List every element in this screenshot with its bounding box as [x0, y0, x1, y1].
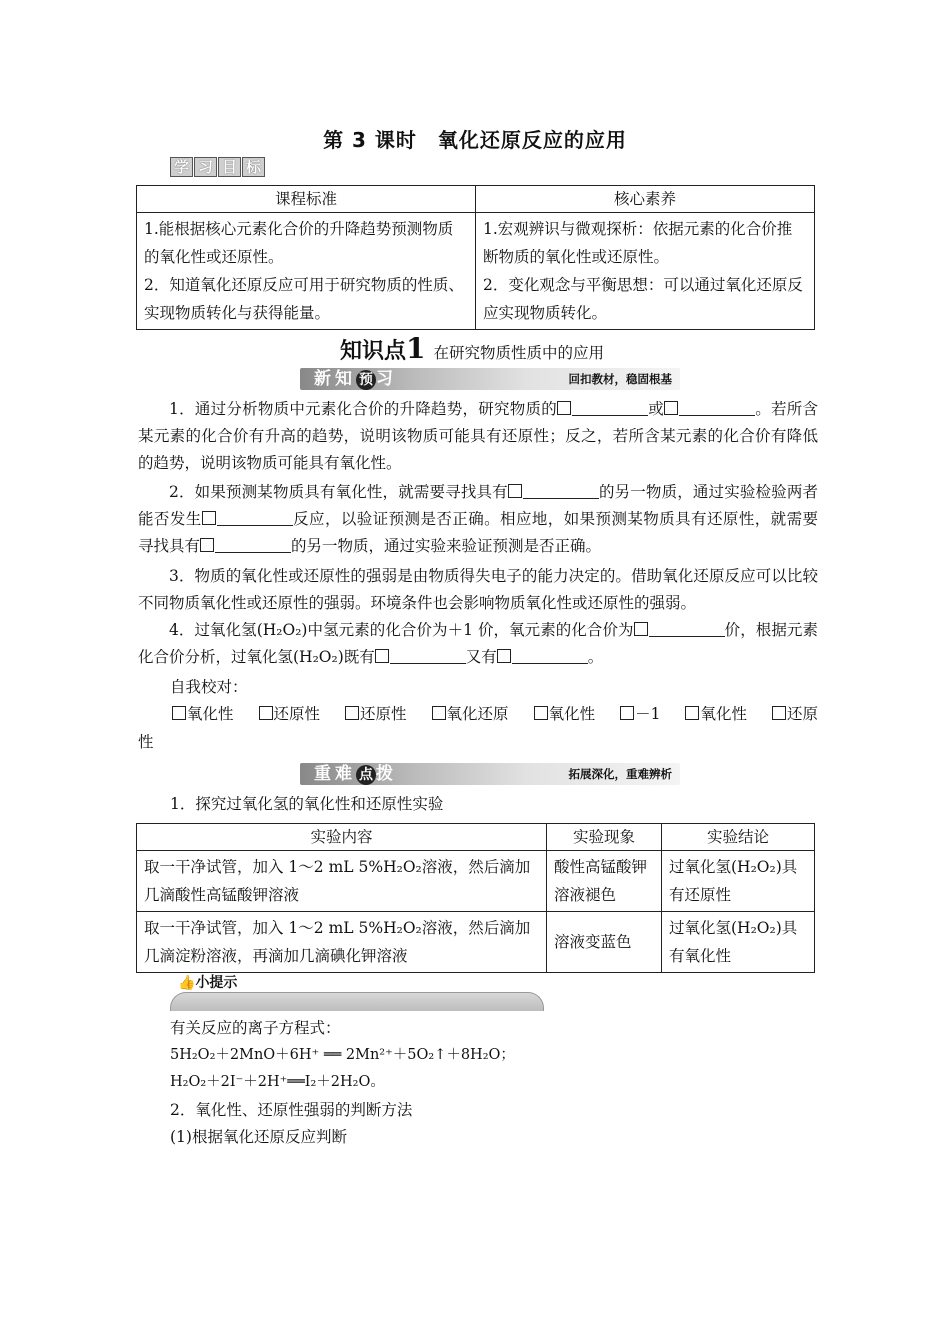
- answer-item: －1: [620, 701, 660, 728]
- equation-2: H₂O₂＋2I⁻＋2H⁺══I₂＋2H₂O。: [170, 1074, 385, 1090]
- table-row: 取一干净试管，加入 1～2 mL 5%H₂O₂溶液，然后滴加几滴酸性高锰酸钾溶液 酸性高锰酸钾溶液褪色 过氧化氢(H₂O₂)具有还原性: [137, 851, 815, 912]
- preview-paragraph-4: 4．过氧化氢(H₂O₂)中氢元素的化合价为＋1 价，氧元素的化合价为 价，根据元素化合价分析，过氧化氢(H₂O₂)既有 又有 。: [138, 621, 818, 666]
- fill-blank: [215, 536, 291, 553]
- key-points-banner: 重难 点 拨 拓展深化，重难辨析: [300, 763, 680, 785]
- fill-blank: [217, 509, 293, 526]
- goals-header-standard: 课程标准: [137, 186, 476, 213]
- answer-box: [202, 511, 216, 525]
- answer-box: [664, 401, 678, 415]
- goals-header-literacy: 核心素养: [476, 186, 815, 213]
- experiment-heading: 1．探究过氧化氢的氧化性和还原性实验: [170, 795, 444, 813]
- goals-standard-cell: 1.能根据核心元素化合价的升降趋势预测物质的氧化性或还原性。 2．知道氧化还原反应可用于研究物质的性质、实现物质转化与获得能量。: [137, 213, 476, 330]
- answer-box: [634, 622, 648, 636]
- preview-paragraph-2: 2．如果预测某物质具有氧化性，就需要寻找具有 的另一物质，通过实验检验两者能否发生 反应，以验证预测是否正确。相应地，如果预测某物质具有还原性，就需要寻找具有 的另一物质，通过实验来验证预测是否正确。: [138, 483, 818, 555]
- answer-box: [557, 401, 571, 415]
- answer-item: 氧化还原: [432, 701, 509, 728]
- self-check-label: 自我校对：: [170, 678, 248, 696]
- thumbs-up-icon: 👍: [178, 975, 196, 991]
- page-title: 第 3 课时 氧化还原反应的应用: [323, 128, 627, 152]
- exp-header-content: 实验内容: [137, 824, 547, 851]
- tip-heading: 👍小提示: [178, 975, 238, 991]
- preview-circle: 预: [356, 370, 376, 390]
- preview-banner: 新知 预 习 回扣教材，稳固根基: [300, 368, 680, 390]
- answer-item: 还原: [772, 701, 818, 728]
- objectives-tag: 学 习 目 标: [170, 157, 266, 177]
- fill-blank: [649, 620, 725, 637]
- answer-item: 氧化性: [685, 701, 747, 728]
- answer-box: [508, 484, 522, 498]
- table-row: 取一干净试管，加入 1～2 mL 5%H₂O₂溶液，然后滴加几滴淀粉溶液，再滴加几滴碘化钾溶液 溶液变蓝色 过氧化氢(H₂O₂)具有氧化性: [137, 912, 815, 973]
- answer-item: 还原性: [345, 701, 407, 728]
- answer-box: [200, 538, 214, 552]
- section-2-heading: 2．氧化性、还原性强弱的判断方法: [170, 1101, 413, 1119]
- tip-intro: 有关反应的离子方程式：: [170, 1019, 341, 1037]
- fill-blank: [572, 399, 648, 416]
- exp-header-conclusion: 实验结论: [662, 824, 815, 851]
- knowledge-point-heading: 知识点1 在研究物质性质中的应用: [340, 332, 605, 365]
- fill-blank: [679, 399, 755, 416]
- key-circle: 点: [356, 765, 376, 785]
- experiment-table: [136, 823, 815, 973]
- equation-1: 5H₂O₂＋2MnO＋6H⁺ ══ 2Mn²⁺＋5O₂↑＋8H₂O；: [170, 1047, 515, 1063]
- answer-item: 氧化性: [534, 701, 596, 728]
- fill-blank: [523, 482, 599, 499]
- tip-bar: [170, 992, 544, 1011]
- preview-paragraph-1: 1．通过分析物质中元素化合价的升降趋势，研究物质的 或 。若所含某元素的化合价有升高的趋势，说明该物质可能具有还原性；反之，若所含某元素的化合价有降低的趋势，说明该物质可能具有氧化性。: [138, 400, 818, 472]
- self-check-answers: [172, 701, 818, 728]
- answer-item: 氧化性: [172, 701, 234, 728]
- fill-blank: [390, 647, 466, 664]
- section-2-1-heading: (1)根据氧化还原反应判断: [170, 1128, 347, 1146]
- goals-literacy-cell: 1.宏观辨识与微观探析：依据元素的化合价推断物质的氧化性或还原性。 2．变化观念与平衡思想：可以通过氧化还原反应实现物质转化。: [476, 213, 815, 330]
- exp-header-phenomenon: 实验现象: [547, 824, 662, 851]
- preview-paragraph-3: 3．物质的氧化性或还原性的强弱是由物质得失电子的能力决定的。借助氧化还原反应可以比较不同物质氧化性或还原性的强弱。环境条件也会影响物质氧化性或还原性的强弱。: [138, 567, 818, 612]
- self-check-tail: 性: [138, 733, 154, 751]
- answer-box: [375, 649, 389, 663]
- fill-blank: [512, 647, 588, 664]
- answer-box: [497, 649, 511, 663]
- answer-item: 还原性: [259, 701, 321, 728]
- goals-table: [136, 185, 815, 330]
